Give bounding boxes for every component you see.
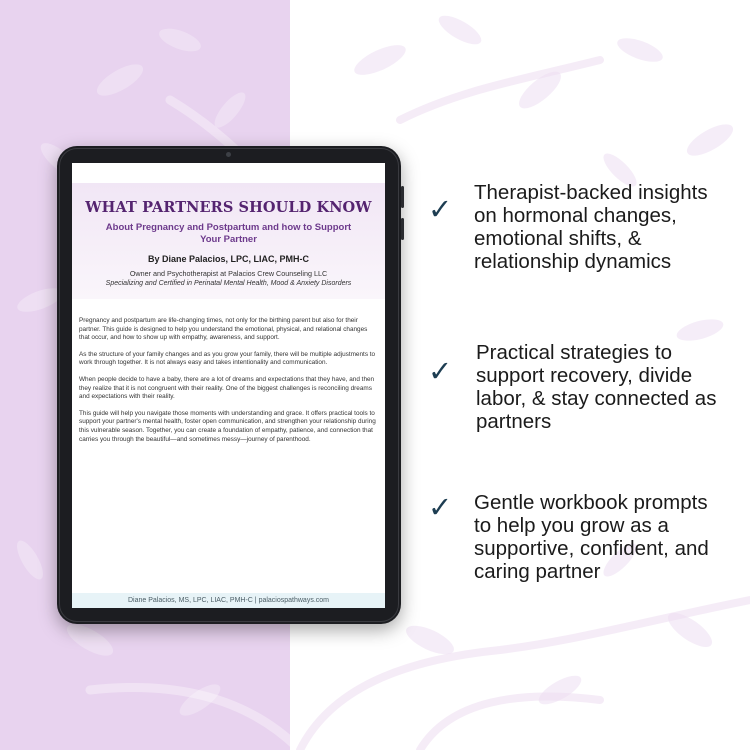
document-paragraph: This guide will help you navigate those moments with understanding and grace. It offers practical tools to support your partner's mental health, foster open communication, and strengthen your relationship during this vulnerable season. Together, you can create a foundation of empathy, patience, and connection that carries you through the beautiful—and sometimes messy—journey of parenthood. [79, 409, 376, 443]
feature-bullet [428, 341, 726, 433]
document-footer: Diane Palacios, MS, LPC, LIAC, PMH-C | palaciospathways.com [72, 593, 385, 608]
feature-text: Gentle workbook prompts to help you grow as a supportive, confident, and caring partner [474, 491, 709, 583]
tablet-button [401, 218, 404, 240]
feature-text: Therapist-backed insights on hormonal changes, emotional shifts, & relationship dynamics [474, 181, 708, 273]
document-author: By Diane Palacios, LPC, LIAC, PMH-C [147, 254, 310, 264]
feature-text: Practical strategies to support recovery, divide labor, & stay connected as partners [476, 341, 717, 433]
document-title: WHAT PARTNERS SHOULD KNOW [85, 199, 372, 216]
document-subtitle: About Pregnancy and Postpartum and how to Support Your Partner [105, 222, 352, 245]
document-paragraph: As the structure of your family changes and as you grow your family, there will be multiple adjustments to work through together. It is not always easy and takes intentionality and communication. [79, 350, 376, 367]
document-paragraph: When people decide to have a baby, there are a lot of dreams and expectations that they have, and then they realize that it is not congruent with their reality. One of the biggest challenges is reconciling dreams and expectations with their reality. [79, 375, 375, 401]
tablet-device [57, 146, 401, 624]
tablet-screen [72, 163, 385, 608]
checkmark-icon: ✓ [428, 354, 453, 388]
document-body [79, 317, 379, 452]
document-paragraph: Pregnancy and postpartum are life-changing times, not only for the birthing parent but also for their partner. This guide is designed to help you understand the emotional, physical, and relational changes that occur, and how to show up with empathy, awareness, and support. [79, 317, 368, 342]
document-header [72, 183, 385, 299]
feature-bullet [428, 491, 714, 583]
checkmark-icon: ✓ [428, 490, 453, 524]
document-owner: Owner and Psychotherapist at Palacios Crew Counseling LLC [129, 269, 328, 278]
checkmark-icon: ✓ [428, 192, 453, 226]
document-specialty: Specializing and Certified in Perinatal Mental Health, Mood & Anxiety Disorders [105, 280, 352, 287]
camera-icon [226, 152, 231, 157]
tablet-button [401, 186, 404, 208]
feature-bullet [428, 181, 714, 273]
